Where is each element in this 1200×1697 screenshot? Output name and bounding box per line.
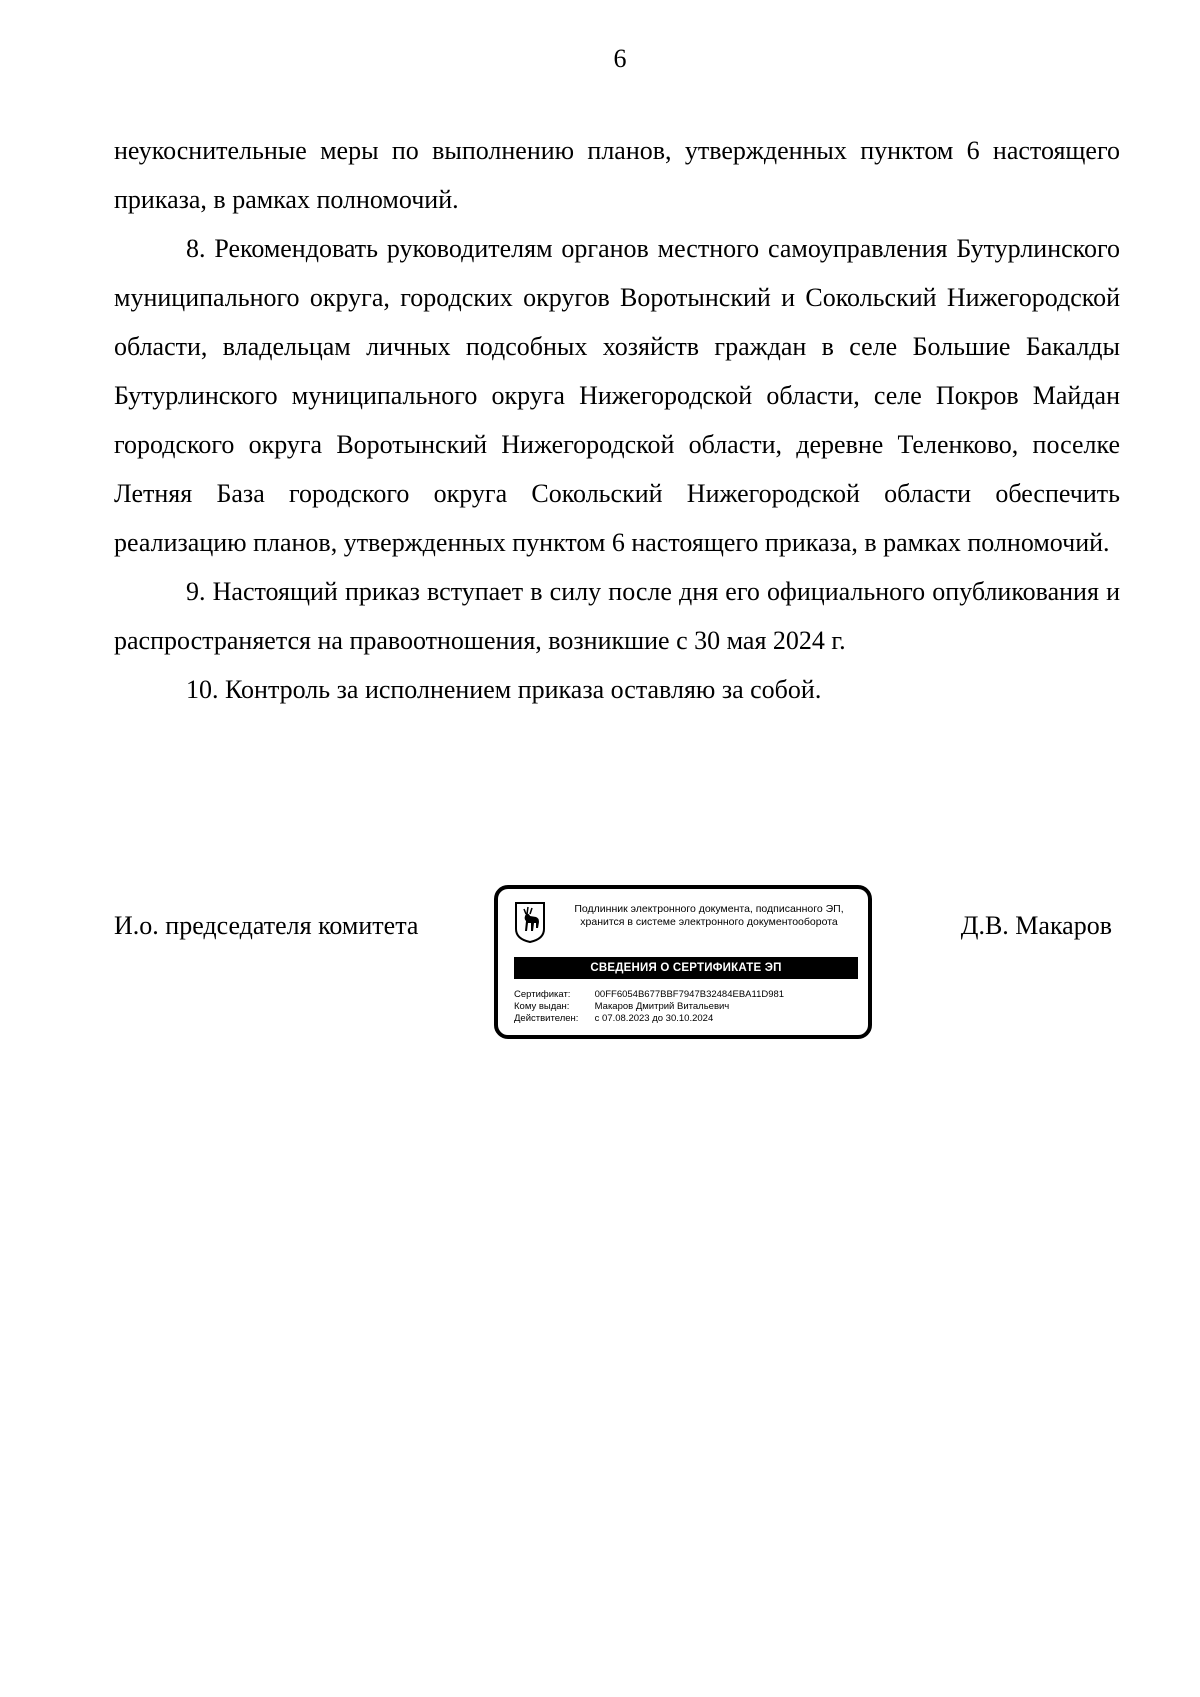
- issued-to-row: [514, 1001, 864, 1013]
- certificate-details: [514, 989, 864, 1025]
- stamp-header: СВЕДЕНИЯ О СЕРТИФИКАТЕ ЭП: [514, 957, 858, 979]
- issued-to-value: Макаров Дмитрий Витальевич: [594, 1001, 730, 1012]
- document-body: [114, 126, 1120, 714]
- electronic-signature-stamp: [494, 885, 872, 1039]
- certificate-label: Сертификат:: [514, 989, 571, 1000]
- stamp-note-line: хранится в системе электронного документооборота: [580, 916, 838, 928]
- paragraph-item-10: 10. Контроль за исполнением приказа оставляю за собой.: [186, 675, 822, 704]
- signatory-position: И.о. председателя комитета: [114, 911, 419, 940]
- page-number: 6: [613, 44, 627, 73]
- stamp-note: [554, 903, 864, 929]
- paragraph-item-9: 9. Настоящий приказ вступает в силу после дня его официального опубликования и распространяется на правоотношения, возникшие с 30 мая 2024 г.: [114, 577, 1120, 655]
- signatory-name: Д.В. Макаров: [960, 911, 1112, 940]
- issued-to-label: Кому выдан:: [514, 1001, 570, 1012]
- validity-row: [514, 1013, 864, 1025]
- deer-coat-of-arms-icon: [514, 901, 546, 943]
- validity-value: с 07.08.2023 до 30.10.2024: [594, 1013, 714, 1024]
- paragraph-item-8: 8. Рекомендовать руководителям органов местного самоуправления Бутурлинского муниципального округа, городских округов Воротынский и Сокольский Нижегородской области, владельцам личных подсобных хозяйств граждан в селе Большие Бакалды Бутурлинского муниципального округа Нижегородской области, селе Покров Майдан городского округа Воротынский Нижегородской области, деревне Теленково, поселке Летняя База городского округа Сокольский Нижегородской области обеспечить реализацию планов, утвержденных пунктом 6 настоящего приказа, в рамках полномочий.: [114, 234, 1120, 557]
- paragraph-continuation: неукоснительные меры по выполнению планов, утвержденных пунктом 6 настоящего приказа, в рамках полномочий.: [114, 136, 1120, 214]
- stamp-note-line: Подлинник электронного документа, подписанного ЭП,: [574, 903, 844, 915]
- certificate-row: [514, 989, 864, 1001]
- validity-label: Действителен:: [514, 1013, 579, 1024]
- certificate-value: 00FF6054B677BBF7947B32484EBA11D981: [594, 989, 785, 1000]
